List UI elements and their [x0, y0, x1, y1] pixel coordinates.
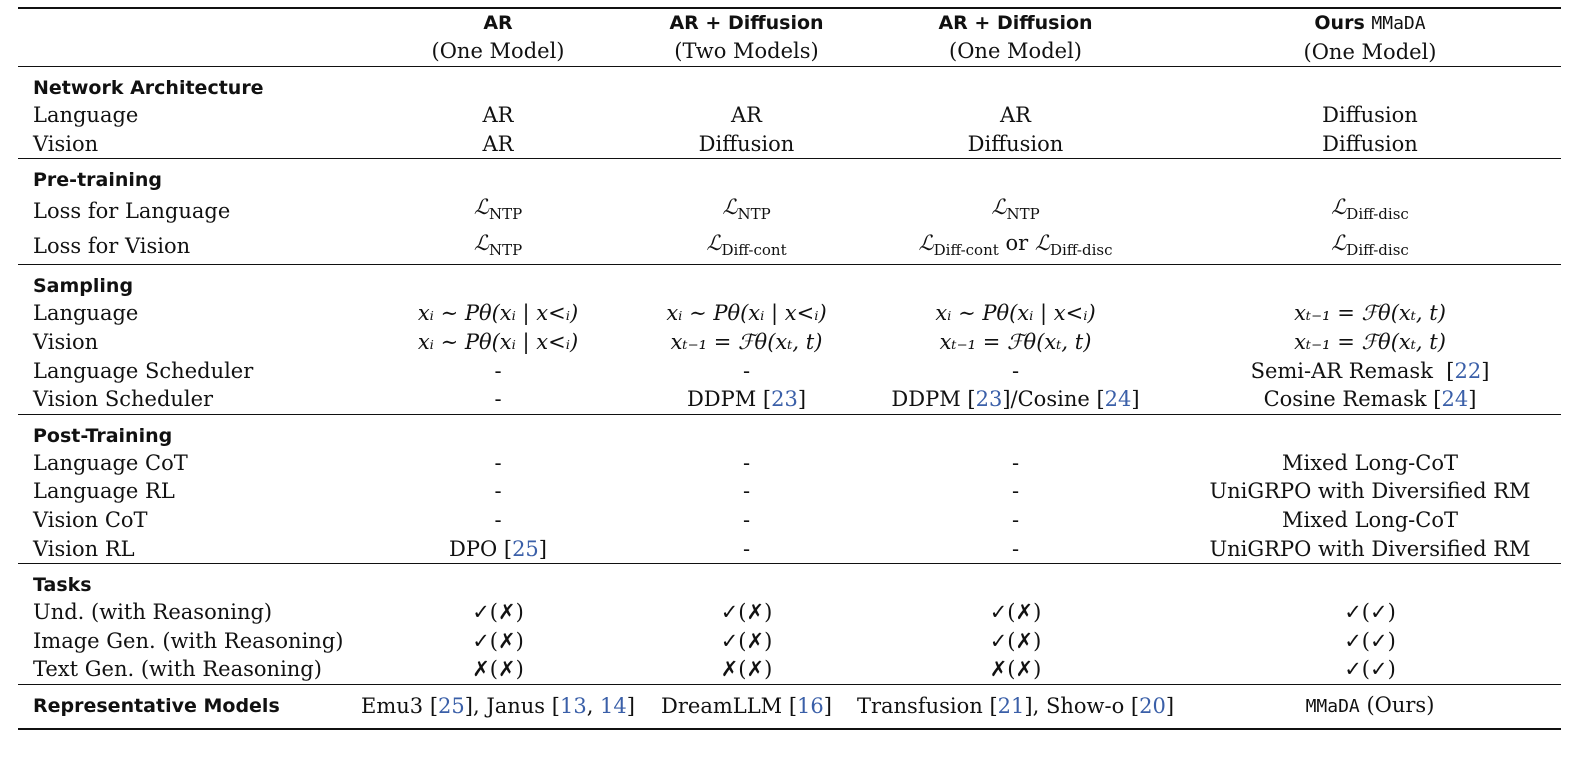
cell: - [1011, 358, 1020, 383]
cell: - [1011, 536, 1020, 561]
table-row [18, 193, 1561, 229]
row-label: Text Gen. (with Reasoning) [33, 657, 322, 682]
cell-text: DDPM [891, 387, 961, 412]
cell: DDPM [23]/Cosine [24] [891, 387, 1140, 412]
loss-subscript: Diff-cont [933, 240, 999, 259]
section-title: Sampling [18, 265, 1561, 300]
cell: DPO [25] [449, 536, 547, 561]
cell: AR [482, 131, 514, 156]
header-sub: (One Model) [949, 39, 1082, 63]
cell: AR [482, 103, 514, 127]
header-sub: (One Model) [431, 39, 565, 63]
cell: - [742, 536, 751, 561]
cell [1179, 684, 1561, 729]
row-label: Language CoT [33, 450, 188, 475]
loss-symbol: ℒ [722, 195, 738, 220]
citation-link[interactable]: 16 [797, 693, 824, 718]
check-cell: ✓(✗) [720, 600, 773, 625]
cell-text: DDPM [686, 387, 757, 412]
cell: - [742, 479, 751, 504]
cell: Transfusion [21], Show-o [20] [852, 684, 1179, 729]
citation-link[interactable]: 14 [600, 693, 627, 718]
row-label: Vision RL [33, 536, 135, 561]
loss-subscript: Diff-cont [721, 240, 787, 259]
row-label: Vision CoT [33, 507, 148, 532]
row-label: Language [33, 103, 139, 127]
cell-text: Cosine Remask [1263, 387, 1427, 412]
row-label: Vision Scheduler [33, 387, 214, 412]
check-cell: ✓(✗) [989, 600, 1042, 625]
loss-subscript: Diff-disc [1346, 205, 1409, 224]
citation-link[interactable]: 23 [975, 387, 1003, 412]
or-text: or [1005, 230, 1029, 255]
table-row [18, 535, 1561, 564]
check-cell: ✓(✗) [989, 628, 1042, 653]
header-main [1179, 9, 1561, 38]
loss-formula [1179, 229, 1561, 265]
row-label: Und. (with Reasoning) [33, 600, 273, 625]
table-row [18, 477, 1561, 506]
cell: - [494, 450, 502, 475]
check-cell: ✓(✗) [472, 600, 524, 625]
loss-symbol: ℒ [1331, 230, 1347, 255]
cell: Semi-AR Remask [22] [1250, 358, 1490, 383]
row-label: Vision [33, 131, 99, 156]
loss-symbol: ℒ [1331, 195, 1347, 220]
representative-models-row [18, 684, 1561, 729]
cell-text: Semi-AR Remask [1250, 358, 1433, 383]
section-pre-training [18, 159, 1561, 194]
cell: Cosine Remask [24] [1263, 387, 1477, 412]
citation-link[interactable]: 25 [438, 693, 465, 718]
cell: - [742, 358, 751, 383]
header-sub: (One Model) [1303, 40, 1437, 64]
row-label: Vision [33, 329, 99, 354]
cell: - [494, 387, 502, 412]
cell: Emu3 [25], Janus [13, 14] [355, 684, 641, 729]
citation-link[interactable]: 22 [1454, 358, 1482, 383]
citation-link[interactable]: 24 [1104, 387, 1132, 412]
table-row [18, 449, 1561, 478]
cell: - [1011, 450, 1020, 475]
section-network-architecture [18, 67, 1561, 102]
row-label: Loss for Language [33, 198, 231, 223]
check-cell: ✓(✓) [1344, 600, 1396, 625]
loss-formula [641, 193, 852, 229]
table-row [18, 130, 1561, 159]
section-title: Network Architecture [18, 67, 1561, 102]
loss-subscript: Diff-disc [1049, 240, 1113, 259]
cell: - [494, 479, 502, 504]
table-row [18, 506, 1561, 535]
sampling-formula: xᵢ ∼ Pθ(xᵢ | x<ᵢ) [666, 301, 827, 326]
loss-subscript: NTP [488, 240, 523, 259]
citation-link[interactable]: 23 [771, 387, 798, 412]
loss-formula [852, 193, 1179, 229]
sampling-formula: xₜ₋₁ = ℱθ(xₜ, t) [670, 329, 823, 354]
cell: AR [1000, 103, 1031, 127]
citation-link[interactable]: 25 [512, 536, 539, 561]
model-name: DreamLLM [661, 693, 783, 718]
cell-text: Cosine [1017, 387, 1090, 412]
cell: Diffusion [698, 131, 795, 156]
loss-symbol: ℒ [706, 230, 722, 255]
table-row [18, 101, 1561, 130]
check-cell: ✓(✗) [472, 628, 524, 653]
section-title: Post-Training [18, 414, 1561, 449]
loss-subscript: Diff-disc [1346, 240, 1409, 259]
header-ours-prefix: Ours [1314, 12, 1365, 34]
header-sub: (Two Models) [674, 39, 819, 63]
cell: - [1011, 507, 1020, 532]
sampling-formula: xₜ₋₁ = ℱθ(xₜ, t) [1294, 329, 1446, 354]
loss-formula [852, 229, 1179, 265]
citation-link[interactable]: 21 [997, 693, 1025, 718]
row-label: Image Gen. (with Reasoning) [33, 628, 344, 653]
citation-link[interactable]: 13 [559, 693, 587, 718]
cell: - [494, 507, 502, 532]
model-name: Janus [486, 693, 546, 718]
section-title: Pre-training [18, 159, 1561, 194]
check-cell: ✓(✗) [720, 628, 773, 653]
header-main: AR [483, 12, 513, 34]
sampling-formula: xₜ₋₁ = ℱθ(xₜ, t) [939, 329, 1092, 354]
table-row [18, 627, 1561, 656]
table-row [18, 357, 1561, 386]
cell: AR [731, 103, 762, 127]
header-main: AR + Diffusion [938, 12, 1093, 34]
sampling-formula: xᵢ ∼ Pθ(xᵢ | x<ᵢ) [935, 301, 1096, 326]
cell: DDPM [23] [686, 387, 807, 412]
loss-symbol: ℒ [473, 230, 489, 255]
loss-formula [641, 229, 852, 265]
cell: DreamLLM [16] [641, 684, 852, 729]
check-cell: ✓(✓) [1344, 657, 1396, 682]
check-cell: ✗(✗) [989, 657, 1042, 682]
loss-formula [355, 229, 641, 265]
citation-link[interactable]: 20 [1139, 693, 1166, 718]
loss-symbol: ℒ [918, 230, 934, 255]
table-row [18, 299, 1561, 328]
sampling-formula: xᵢ ∼ Pθ(xᵢ | x<ᵢ) [417, 329, 579, 354]
row-label: Language Scheduler [33, 358, 254, 383]
comparison-table [18, 7, 1561, 730]
section-sampling [18, 265, 1561, 300]
row-label: Language [33, 301, 139, 326]
loss-subscript: NTP [1006, 205, 1040, 224]
loss-formula [1179, 193, 1561, 229]
loss-subscript: NTP [488, 205, 523, 224]
sampling-formula: xₜ₋₁ = ℱθ(xₜ, t) [1294, 301, 1446, 326]
cell: - [742, 450, 751, 475]
header-col-ar-diffusion-one [852, 8, 1179, 67]
row-label: Loss for Vision [33, 234, 191, 259]
cell: UniGRPO with Diversified RM [1209, 479, 1531, 504]
model-name: Show-o [1045, 693, 1125, 718]
table-row [18, 229, 1561, 265]
citation-link[interactable]: 24 [1441, 387, 1469, 412]
cell: UniGRPO with Diversified RM [1209, 536, 1531, 561]
header-empty-cell [18, 8, 355, 67]
header-model-name: MMaDA [1371, 13, 1426, 34]
section-post-training [18, 414, 1561, 449]
header-col-ar [355, 8, 641, 67]
cell: Mixed Long-CoT [1282, 507, 1458, 532]
row-label: Representative Models [18, 684, 355, 729]
cell: Diffusion [1322, 131, 1418, 156]
table-row [18, 655, 1561, 684]
cell: - [494, 358, 502, 383]
check-cell: ✓(✓) [1344, 628, 1396, 653]
model-name: MMaDA [1305, 695, 1360, 717]
loss-symbol: ℒ [473, 195, 489, 220]
loss-formula [355, 193, 641, 229]
loss-subscript: NTP [737, 205, 771, 224]
cell: Mixed Long-CoT [1282, 450, 1458, 475]
cell: - [1011, 479, 1020, 504]
header-col-ours [1179, 8, 1561, 67]
check-cell: ✗(✗) [720, 657, 773, 682]
header-col-ar-diffusion-two [641, 8, 852, 67]
cell: - [742, 507, 751, 532]
table-row [18, 598, 1561, 627]
section-title: Tasks [18, 564, 1561, 599]
cell: Diffusion [967, 131, 1064, 156]
header-main: AR + Diffusion [669, 12, 824, 34]
loss-symbol: ℒ [991, 195, 1007, 220]
table-row [18, 385, 1561, 414]
header-row [18, 8, 1561, 67]
row-label: Language RL [33, 479, 175, 504]
cell: Diffusion [1322, 103, 1418, 127]
sampling-formula: xᵢ ∼ Pθ(xᵢ | x<ᵢ) [417, 301, 579, 326]
check-cell: ✗(✗) [472, 657, 524, 682]
table-row [18, 328, 1561, 357]
model-name: Transfusion [856, 693, 983, 718]
section-tasks [18, 564, 1561, 599]
model-name: Emu3 [361, 693, 424, 718]
loss-symbol: ℒ [1034, 230, 1050, 255]
cell-text: DPO [449, 536, 498, 561]
ours-suffix: (Ours) [1366, 692, 1435, 717]
